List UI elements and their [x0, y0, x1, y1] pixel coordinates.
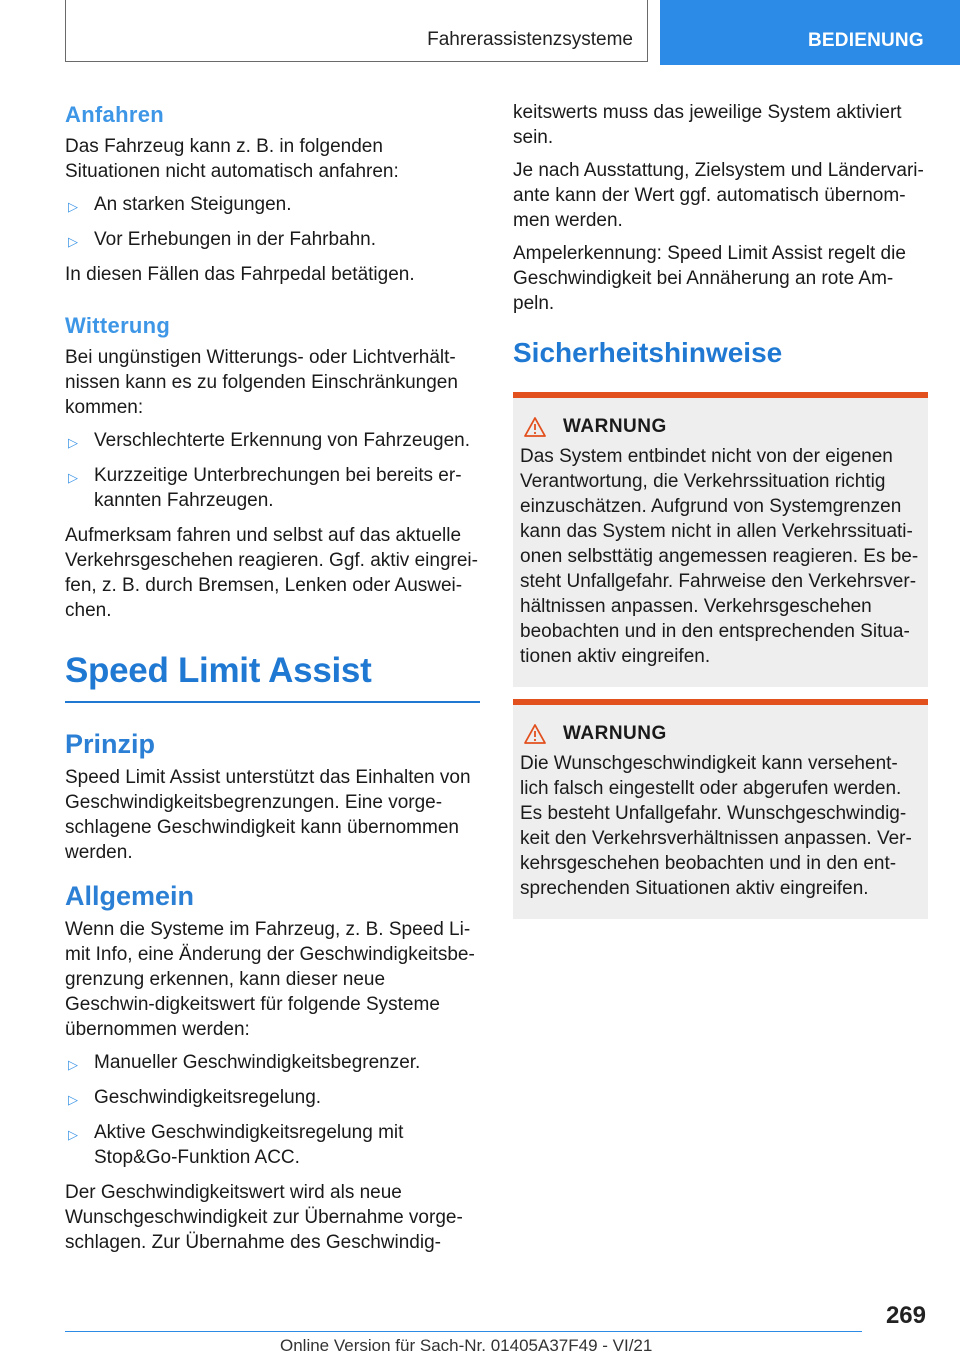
paragraph: Bei ungünstigen Witterungs- oder Lichtverhält-nissen kann es zu folgenden Einschränkungen kommen: — [65, 347, 458, 418]
triangle-bullet-icon: ▷ — [68, 1092, 78, 1107]
list-item: ▷ Aktive Geschwindigkeitsregelung mit Stop&Go-Funktion ACC. — [68, 1122, 404, 1168]
footer-divider — [65, 1331, 862, 1332]
warning-box — [513, 392, 928, 687]
warning-text: Das System entbindet nicht von der eigenen Verantwortung, die Verkehrssituation richtig einzuschätzen. Aufgrund von Systemgrenzen kann das System nicht in allen Verkehrssituati-onen selbsttätig angemessen reagieren. Es be-steht Unfallgefahr. Fahrweise den Verkehrsver-hältnissen anpassen. Verkehrsgeschehen beobachten und in den entsprechenden Situa-tionen aktiv eingreifen. — [520, 446, 919, 667]
heading-anfahren: Anfahren — [65, 102, 164, 127]
warning-header — [520, 416, 920, 438]
header-chapter-tab — [660, 0, 960, 65]
heading-speed-limit-assist: Speed Limit Assist — [65, 649, 480, 703]
page-number: 269 — [885, 1302, 926, 1329]
left-column — [65, 100, 480, 1263]
triangle-bullet-icon: ▷ — [68, 234, 78, 249]
list-item: ▷ Verschlechterte Erkennung von Fahrzeugen. — [65, 428, 480, 453]
right-column — [513, 100, 928, 933]
triangle-bullet-icon: ▷ — [68, 199, 78, 214]
warning-title: WARNUNG — [563, 723, 667, 744]
triangle-bullet-icon: ▷ — [68, 470, 78, 485]
list-item: ▷ Manueller Geschwindigkeitsbegrenzer. — [65, 1050, 480, 1075]
warning-header — [520, 723, 920, 745]
bullet-list — [65, 192, 480, 252]
heading-allgemein: Allgemein — [65, 881, 195, 911]
list-item: ▷ Vor Erhebungen in der Fahrbahn. — [65, 227, 480, 252]
triangle-bullet-icon: ▷ — [68, 1127, 78, 1142]
footer-version-text: Online Version für Sach-Nr. 01405A37F49 - VI/21 — [280, 1336, 653, 1355]
paragraph: Ampelerkennung: Speed Limit Assist regelt die Geschwindigkeit bei Annäherung an rote Am-peln. — [513, 243, 906, 314]
paragraph: Je nach Ausstattung, Zielsystem und Ländervari-ante kann der Wert ggf. automatisch übernom-men werden. — [513, 160, 924, 231]
warning-text: Die Wunschgeschwindigkeit kann versehent-lich falsch eingestellt oder abgerufen werden. Es besteht Unfallgefahr. Wunschgeschwindig-keit den Verkehrsverhältnissen anpassen. Ver-kehrsgeschehen beobachten und in den ent-sprechenden Situationen aktiv eingreifen. — [520, 753, 912, 899]
triangle-bullet-icon: ▷ — [68, 435, 78, 450]
paragraph: keitswerts muss das jeweilige System aktiviert sein. — [513, 102, 902, 148]
warning-title: WARNUNG — [563, 416, 667, 437]
heading-prinzip: Prinzip — [65, 729, 156, 759]
warning-triangle-icon — [523, 416, 547, 438]
bullet-list — [65, 1050, 480, 1170]
list-item: ▷ Kurzzeitige Unterbrechungen bei bereits er-kannten Fahrzeugen. — [68, 465, 462, 511]
heading-sicherheitshinweise: Sicherheitshinweise — [513, 337, 783, 368]
warning-box — [513, 699, 928, 919]
list-item: ▷ Geschwindigkeitsregelung. — [65, 1085, 480, 1110]
header-chapter-label: BEDIENUNG — [808, 30, 924, 51]
paragraph: Aufmerksam fahren und selbst auf das aktuelle Verkehrsgeschehen reagieren. Ggf. aktiv eingrei-fen, z. B. durch Bremsen, Lenken oder Auswei-chen. — [65, 525, 478, 621]
heading-witterung: Witterung — [65, 313, 171, 338]
list-item: ▷ An starken Steigungen. — [65, 192, 480, 217]
paragraph: Der Geschwindigkeitswert wird als neue Wunschgeschwindigkeit zur Übernahme vorge-schlagen. Zur Übernahme des Geschwindig- — [65, 1182, 463, 1253]
header-section-title: Fahrerassistenzsysteme — [427, 29, 633, 50]
paragraph: In diesen Fällen das Fahrpedal betätigen. — [65, 264, 415, 285]
paragraph: Speed Limit Assist unterstützt das Einhalten von Geschwindigkeitsbegrenzungen. Eine vorge-schlagene Geschwindigkeit kann übernommen werden. — [65, 767, 471, 863]
header-section-box — [65, 0, 648, 62]
triangle-bullet-icon: ▷ — [68, 1057, 78, 1072]
paragraph: Das Fahrzeug kann z. B. in folgenden Situationen nicht automatisch anfahren: — [65, 136, 399, 182]
bullet-list — [65, 428, 480, 513]
warning-triangle-icon — [523, 723, 547, 745]
paragraph: Wenn die Systeme im Fahrzeug, z. B. Speed Li-mit Info, eine Änderung der Geschwindigkeitsbe-grenzung erkennen, kann dieser neue Geschwin-digkeitswert für folgende Systeme übernommen werden: — [65, 919, 475, 1040]
